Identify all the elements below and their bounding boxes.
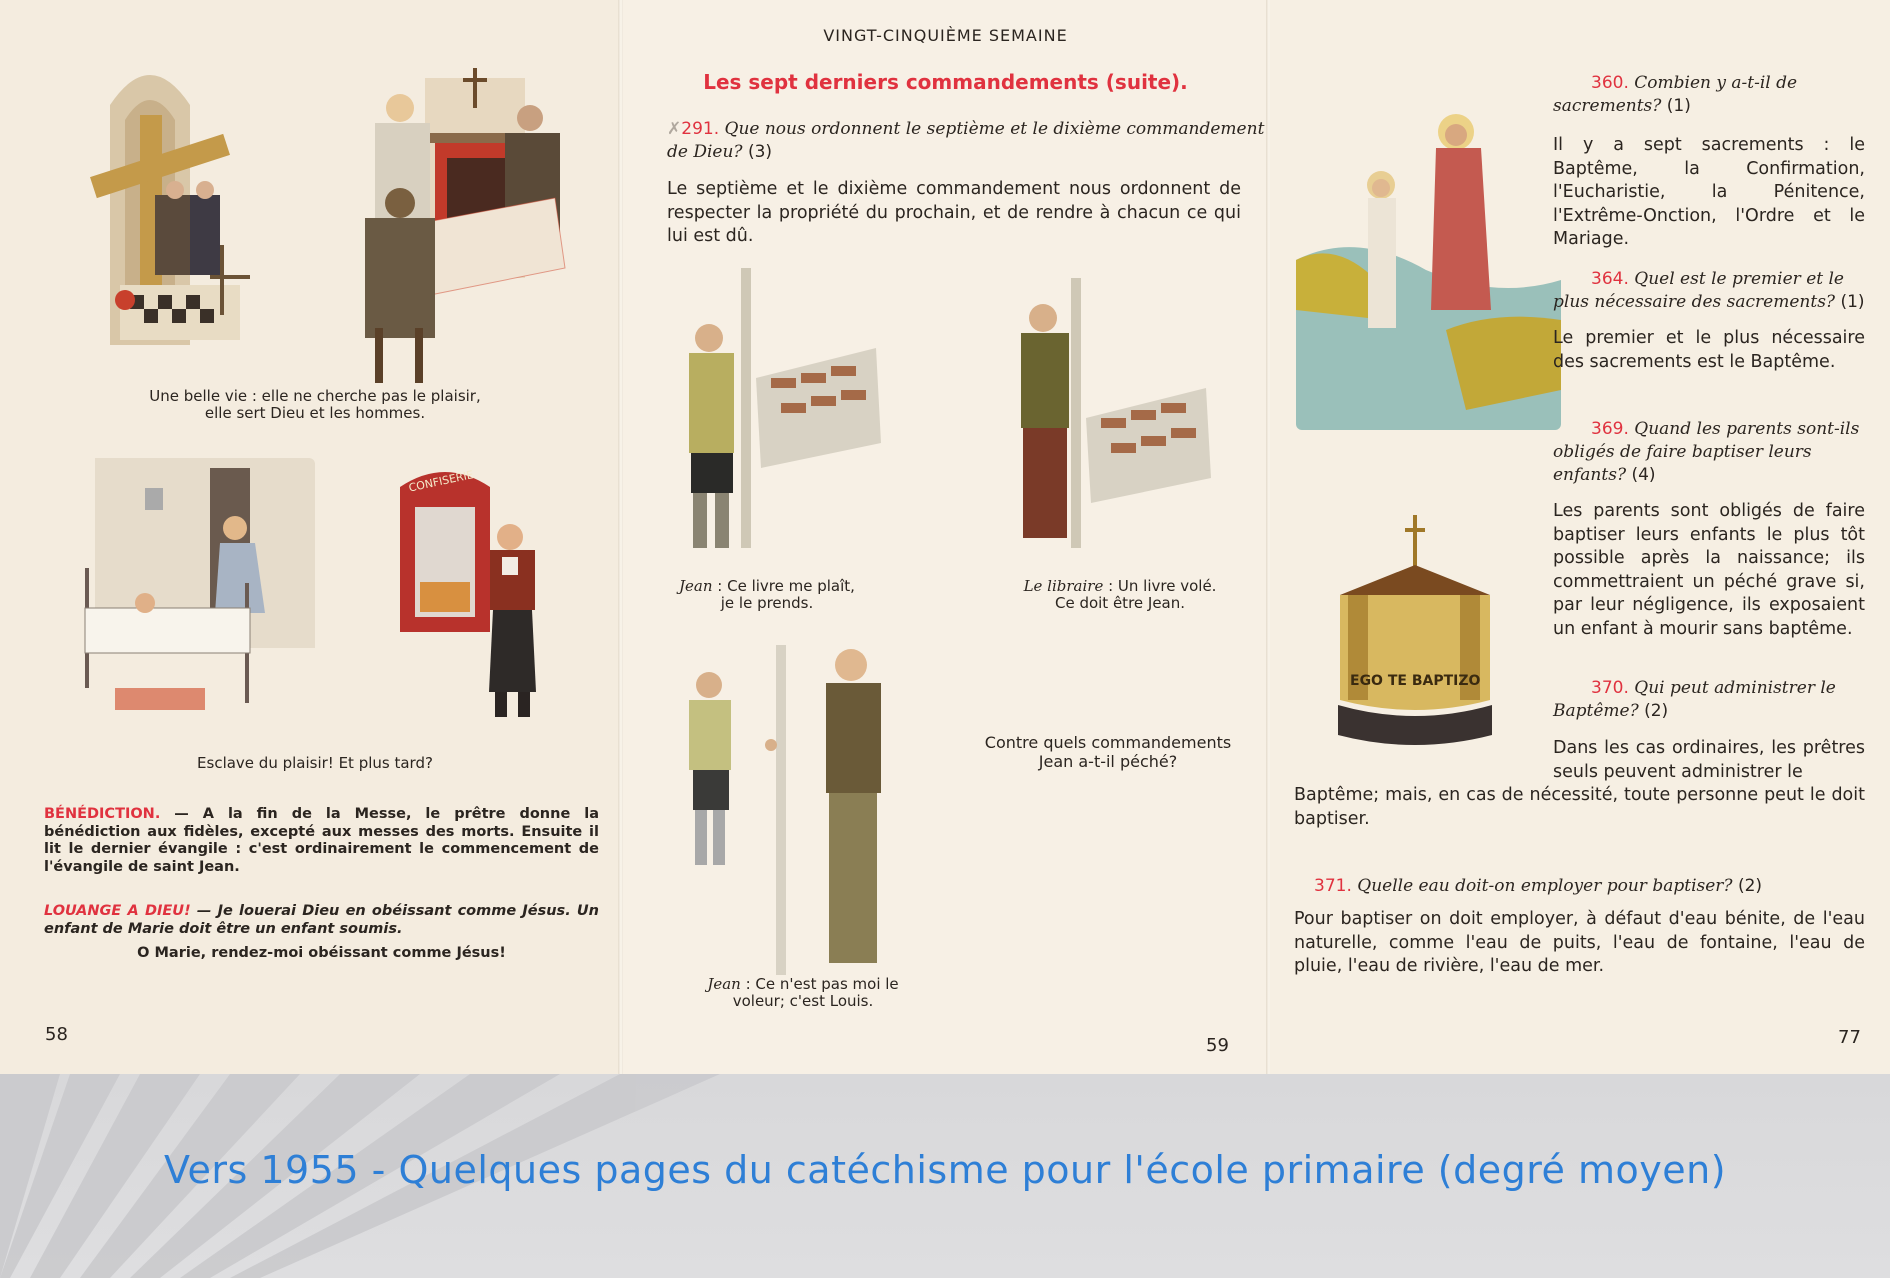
illustration-baptismal-font	[1320, 515, 1510, 760]
answer-369: Les parents sont obligés de faire baptiser leurs enfants le plus tôt possible après la naissance; ils commettraient un péché grave si, par leur négligence, ils exposaient un enfant à mourir sans baptême.	[1553, 501, 1865, 639]
louange-paragraph: LOUANGE A DIEU! — Je louerai Dieu en obéissant comme Jésus. Un enfant de Marie doit être un enfant soumis.	[44, 903, 599, 937]
page-77	[1270, 0, 1890, 1074]
page-number-58: 58	[45, 1024, 68, 1045]
question-364: 364. Quel est le premier et le plus nécessaire des sacrements? (1)	[1553, 269, 1865, 312]
prayer-line: O Marie, rendez-moi obéissant comme Jésus!	[137, 945, 506, 961]
banner-title: Vers 1955 - Quelques pages du catéchisme pour l'école primaire (degré moyen)	[163, 1148, 1727, 1192]
illustration-jean-bookstall	[671, 268, 886, 558]
sign-confiserie: CONFISERIE	[407, 468, 475, 495]
question-369: 369. Quand les parents sont-ils obligés de faire baptiser leurs enfants? (4)	[1553, 419, 1860, 485]
check-mark: ✗	[667, 119, 682, 139]
answer-360: Il y a sept sacrements : le Baptême, la Confirmation, l'Eucharistie, la Pénitence, l'Extrême-Onction, l'Ordre et le Mariage.	[1553, 135, 1865, 249]
louange-label: LOUANGE A DIEU!	[44, 903, 191, 919]
question-370: 370. Qui peut administrer le Baptême? (2)	[1553, 678, 1836, 721]
illustration-bookseller	[991, 278, 1221, 568]
benediction-paragraph: BÉNÉDICTION. — A la fin de la Messe, le prêtre donne la bénédiction aux fidèles, excepté aux messes des morts. Ensuite il lit le dernier évangile : c'est ordinairement le commencement de l'évangile de saint Jean.	[44, 806, 599, 875]
benediction-label: BÉNÉDICTION.	[44, 806, 161, 822]
answer-291: Le septième et le dixième commandement nous ordonnent de respecter la propriété du prochain, et de rendre à chacun ce qui lui est dû.	[667, 179, 1241, 246]
caption-libraire: Le libraire : Un livre volé. Ce doit être Jean.	[1023, 577, 1217, 612]
illustration-jean-accuses	[671, 645, 936, 980]
answer-364: Le premier et le plus nécessaire des sacrements est le Baptême.	[1553, 328, 1865, 372]
running-head: VINGT-CINQUIÈME SEMAINE	[823, 26, 1068, 45]
illustration-family-table	[355, 48, 570, 388]
answer-371: Pour baptiser on doit employer, à défaut d'eau bénite, de l'eau naturelle, comme l'eau de puits, l'eau de fontaine, l'eau de pluie, l'eau de rivière, l'eau de mer.	[1294, 909, 1865, 976]
question-371: 371. Quelle eau doit-on employer pour baptiser? (2)	[1314, 876, 1763, 896]
question-291: ✗291. Que nous ordonnent le septième et le dixième commandement de Dieu? (3)	[667, 119, 1265, 162]
illustration-candy-shop	[390, 462, 550, 727]
answer-370-part1: Dans les cas ordinaires, les prêtres seuls peuvent administrer le	[1553, 738, 1865, 782]
caption-esclave: Esclave du plaisir! Et plus tard?	[197, 754, 433, 772]
page-number-59: 59	[1206, 1035, 1229, 1056]
font-inscription: EGO TE BAPTIZO	[1350, 673, 1481, 689]
illustration-bedroom	[75, 458, 315, 728]
caption-jean-1: Jean : Ce livre me plaît, je le prends.	[679, 577, 855, 612]
illustration-baptism-christ	[1296, 110, 1561, 430]
question-number: 291.	[681, 119, 720, 139]
page-58	[0, 0, 620, 1074]
question-commandements: Contre quels commandements Jean a-t-il péché?	[984, 733, 1232, 771]
section-title: Les sept derniers commandements (suite).	[703, 70, 1188, 94]
answer-370-part2: Baptême; mais, en cas de nécessité, toute personne peut le doit baptiser.	[1294, 785, 1865, 829]
caption-belle-vie: Une belle vie : elle ne cherche pas le plaisir, elle sert Dieu et les hommes.	[149, 387, 481, 422]
page-number-77: 77	[1838, 1027, 1861, 1048]
caption-jean-2: Jean : Ce n'est pas moi le voleur; c'est Louis.	[707, 975, 899, 1010]
page-59	[623, 0, 1268, 1074]
illustration-chapel-cross	[70, 45, 280, 345]
question-360: 360. Combien y a-t-il de sacrements? (1)	[1553, 73, 1798, 116]
